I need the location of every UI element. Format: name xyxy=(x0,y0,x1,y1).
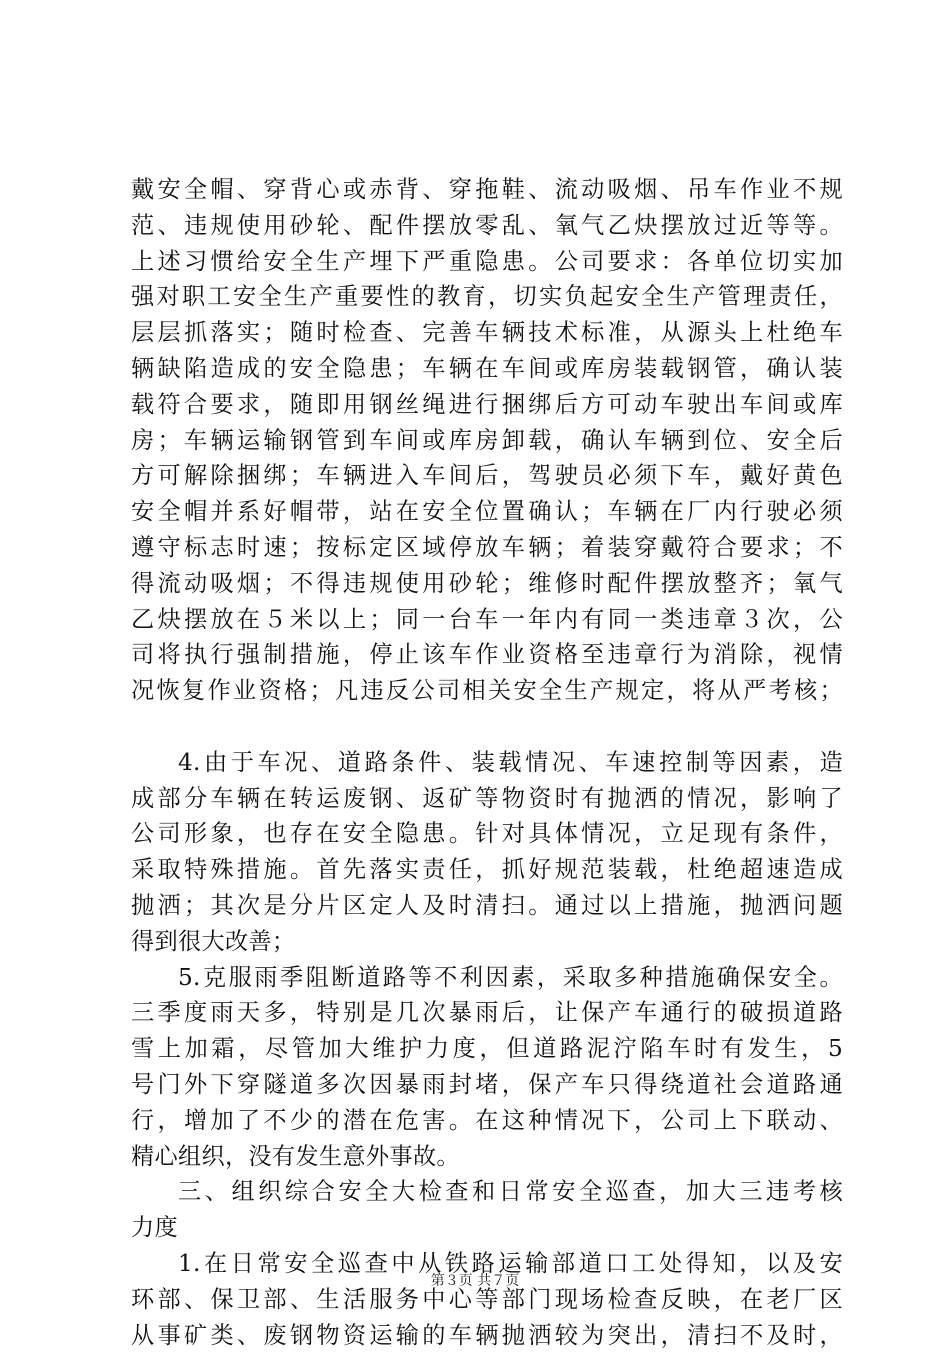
text-line: 辆缺陷造成的安全隐患；车辆在车间或库房装载钢管，确认装 xyxy=(131,351,843,387)
blank-line xyxy=(131,709,843,745)
text-line: 范、违规使用砂轮、配件摆放零乱、氧气乙炔摆放过近等等。 xyxy=(131,208,843,244)
text-line: 行，增加了不少的潜在危害。在这种情况下，公司上下联动、 xyxy=(131,1103,843,1139)
text-line: 强对职工安全生产重要性的教育，切实负起安全生产管理责任， xyxy=(131,279,843,315)
text-line: 方可解除捆绑；车辆进入车间后，驾驶员必须下车，戴好黄色 xyxy=(131,458,843,494)
text-line: 上述习惯给安全生产埋下严重隐患。公司要求：各单位切实加 xyxy=(131,244,843,280)
text-line: 成部分车辆在转运废钢、返矿等物资时有抛洒的情况，影响了 xyxy=(131,781,843,817)
text-line: 雪上加霜，尽管加大维护力度，但道路泥泞陷车时有发生，5 xyxy=(131,1031,843,1067)
text-line: 况恢复作业资格；凡违反公司相关安全生产规定，将从严考核； xyxy=(131,673,843,709)
text-line: 得到很大改善； xyxy=(131,924,843,960)
text-line: 号门外下穿隧道多次因暴雨封堵，保产车只得绕道社会道路通 xyxy=(131,1067,843,1103)
text-line: 遵守标志时速；按标定区域停放车辆；着装穿戴符合要求；不 xyxy=(131,530,843,566)
text-line: 房；车辆运输钢管到车间或库房卸载，确认车辆到位、安全后 xyxy=(131,423,843,459)
text-line: 司将执行强制措施，停止该车作业资格至违章行为消除，视情 xyxy=(131,637,843,673)
section-heading: 三、组织综合安全大检查和日常安全巡查，加大三违考核 xyxy=(131,1174,843,1210)
text-line: 载符合要求，随即用钢丝绳进行捆绑后方可动车驶出车间或库 xyxy=(131,387,843,423)
text-line: 5.克服雨季阻断道路等不利因素，采取多种措施确保安全。 xyxy=(131,960,843,996)
section-heading-cont: 力度 xyxy=(131,1210,843,1246)
text-line: 采取特殊措施。首先落实责任，抓好规范装载，杜绝超速造成 xyxy=(131,852,843,888)
page-footer: 第３页 共７页 xyxy=(0,1271,950,1291)
text-line: 层层抓落实；随时检查、完善车辆技术标准，从源头上杜绝车 xyxy=(131,315,843,351)
text-line: 公司形象，也存在安全隐患。针对具体情况，立足现有条件， xyxy=(131,816,843,852)
text-line: 戴安全帽、穿背心或赤背、穿拖鞋、流动吸烟、吊车作业不规 xyxy=(131,172,843,208)
text-line: 环部、保卫部、生活服务中心等部门现场检查反映，在老厂区 xyxy=(131,1282,843,1318)
text-line: 从事矿类、废钢物资运输的车辆抛洒较为突出，清扫不及时， xyxy=(131,1318,843,1353)
text-line: 4.由于车况、道路条件、装载情况、车速控制等因素，造 xyxy=(131,745,843,781)
text-line: 乙炔摆放在５米以上；同一台车一年内有同一类违章３次，公 xyxy=(131,602,843,638)
text-line: 得流动吸烟；不得违规使用砂轮；维修时配件摆放整齐；氧气 xyxy=(131,566,843,602)
text-line: 精心组织，没有发生意外事故。 xyxy=(131,1139,843,1175)
document-body xyxy=(131,172,843,1353)
text-line: 抛洒；其次是分片区定人及时清扫。通过以上措施，抛洒问题 xyxy=(131,888,843,924)
text-line: 三季度雨天多，特别是几次暴雨后，让保产车通行的破损道路 xyxy=(131,995,843,1031)
text-line: 安全帽并系好帽带，站在安全位置确认；车辆在厂内行驶必须 xyxy=(131,494,843,530)
text-line: 1.在日常安全巡查中从铁路运输部道口工处得知，以及安 xyxy=(131,1246,843,1282)
